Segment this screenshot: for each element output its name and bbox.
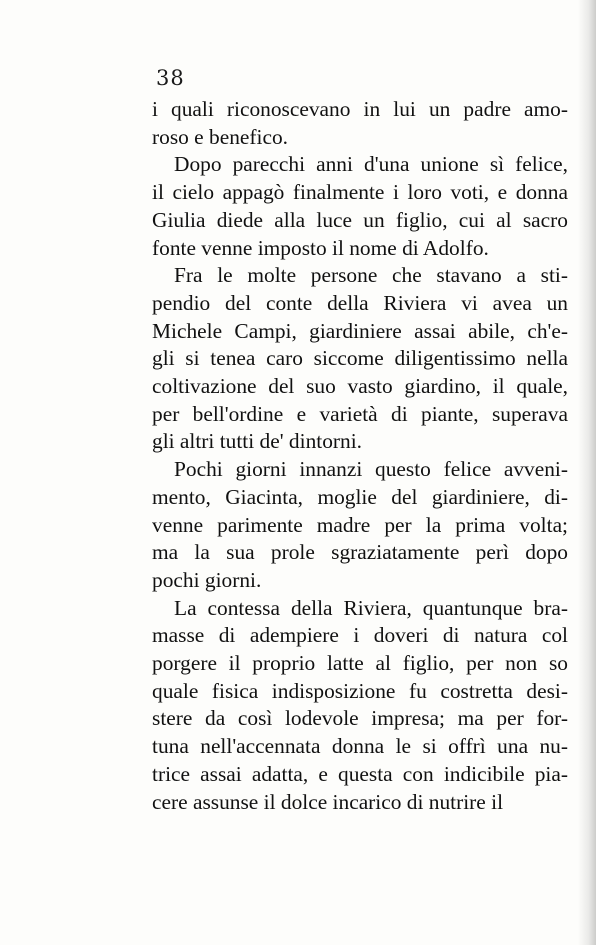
- text-line: ma la sua prole sgraziatamente perì dopo: [152, 540, 568, 565]
- text-line: Giulia diede alla luce un figlio, cui al sacro: [152, 207, 568, 232]
- paragraph: [152, 262, 568, 456]
- page-edge-shadow: [578, 0, 596, 945]
- text-line: coltivazione del suo vasto giardino, il quale,: [152, 374, 568, 399]
- text-line: venne parimente madre per la prima volta;: [152, 512, 568, 537]
- text-line: masse di adempiere i doveri di natura col: [152, 623, 568, 648]
- text-line: gli altri tutti de' dintorni.: [152, 429, 363, 454]
- text-line: Dopo parecchi anni d'una unione sì felice,: [174, 152, 568, 177]
- text-line: La contessa della Riviera, quantunque bra-: [174, 595, 568, 620]
- text-line: Fra le molte persone che stavano a sti-: [174, 263, 568, 288]
- text-line: roso e benefico.: [152, 124, 289, 149]
- paragraph: [152, 456, 568, 595]
- paragraph: [152, 151, 568, 262]
- text-line: trice assai adatta, e questa con indicibile pia-: [152, 761, 568, 786]
- text-line: gli si tenea caro siccome diligentissimo nella: [152, 346, 568, 371]
- paragraph: [152, 595, 568, 817]
- text-line: Michele Campi, giardiniere assai abile, ch'e-: [152, 318, 568, 343]
- paragraph: [152, 96, 568, 151]
- page-number: 38: [156, 66, 185, 90]
- text-line: mento, Giacinta, moglie del giardiniere, di-: [152, 484, 568, 509]
- text-line: i quali riconoscevano in lui un padre amo-: [152, 97, 568, 121]
- body-text: [152, 96, 568, 816]
- text-line: stere da così lodevole impresa; ma per for-: [152, 706, 568, 731]
- text-line: cere assunse il dolce incarico di nutrire il: [152, 789, 504, 814]
- text-line: fonte venne imposto il nome di Adolfo.: [152, 235, 489, 260]
- text-line: tuna nell'accennata donna le si offrì una nu-: [152, 734, 568, 759]
- text-line: pochi giorni.: [152, 567, 262, 592]
- text-line: quale fisica indisposizione fu costretta desi-: [152, 678, 568, 703]
- text-line: porgere il proprio latte al figlio, per non so: [152, 651, 568, 676]
- text-line: per bell'ordine e varietà di piante, superava: [152, 401, 568, 426]
- text-line: pendio del conte della Riviera vi avea un: [152, 290, 568, 315]
- text-line: il cielo appagò finalmente i loro voti, e donna: [152, 180, 568, 205]
- text-line: Pochi giorni innanzi questo felice avveni-: [174, 457, 568, 482]
